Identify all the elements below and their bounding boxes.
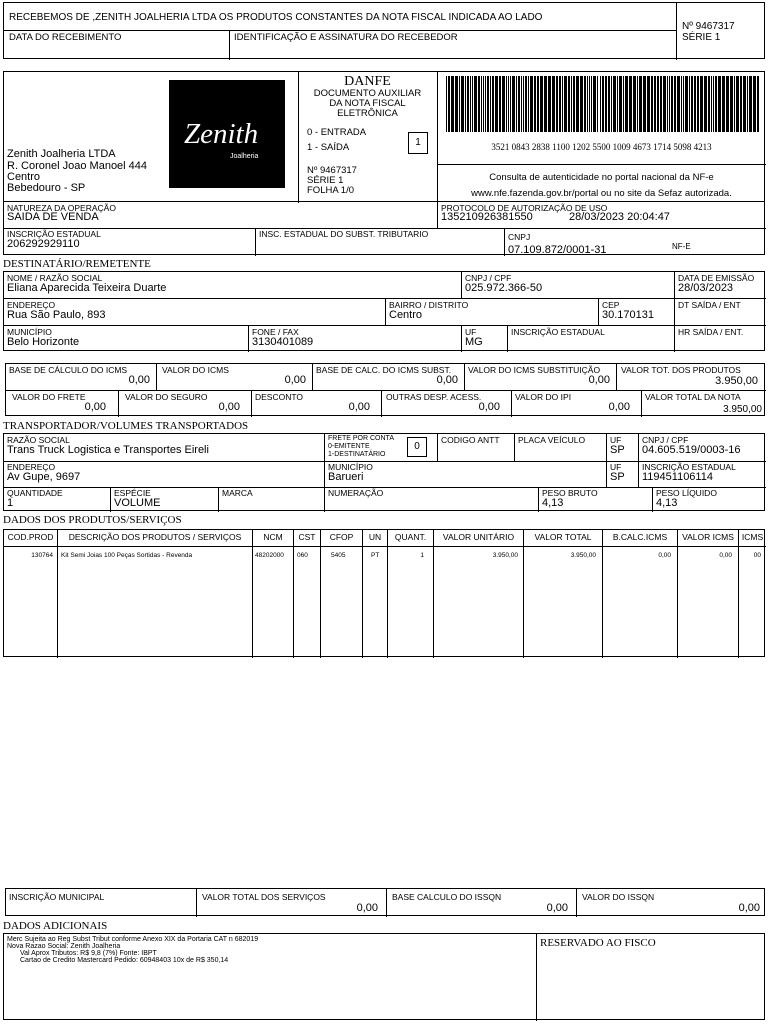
base-st-label: BASE DE CALC. DO ICMS SUBST. bbox=[316, 365, 452, 375]
row-cod: 130764 bbox=[31, 552, 53, 559]
especie-label: ESPÉCIE bbox=[114, 488, 151, 498]
peso-bruto: 4,13 bbox=[542, 497, 564, 509]
logo-text: Zenith bbox=[184, 118, 259, 150]
company-logo bbox=[169, 80, 285, 188]
issqn-block bbox=[5, 888, 765, 916]
servicos-label: VALOR TOTAL DOS SERVIÇOS bbox=[202, 892, 326, 902]
protocolo-value: 135210926381550 bbox=[441, 211, 533, 223]
tot-prod-label: VALOR TOT. DOS PRODUTOS bbox=[621, 365, 741, 375]
dest-fone: 3130401089 bbox=[252, 336, 314, 348]
seguro: 0,00 bbox=[218, 401, 240, 413]
adicionais-section-title: DADOS ADICIONAIS bbox=[3, 920, 108, 932]
transp-uf2-label: UF bbox=[610, 462, 622, 472]
danfe-header bbox=[3, 71, 765, 202]
danfe-folha: FOLHA 1/0 bbox=[307, 185, 354, 196]
antt-label: CODIGO ANTT bbox=[441, 435, 500, 445]
col-icms: ICMS bbox=[741, 532, 764, 542]
dest-municipio: Belo Horizonte bbox=[7, 336, 80, 348]
col-bcalc-icms: B.CALC.ICMS bbox=[612, 532, 668, 542]
dest-emissao-label: DATA DE EMISSÃO bbox=[678, 273, 755, 283]
outras: 0,00 bbox=[478, 401, 500, 413]
dest-uf-label: UF bbox=[465, 327, 477, 337]
emitente-bairro: Centro bbox=[7, 171, 41, 183]
frete-label: VALOR DO FRETE bbox=[12, 392, 86, 402]
canhoto-numero: Nº 9467317 bbox=[682, 21, 735, 32]
canhoto bbox=[3, 2, 765, 59]
danfe-saida: 1 - SAÍDA bbox=[307, 142, 350, 153]
dest-bairro-label: BAIRRO / DISTRITO bbox=[389, 300, 469, 310]
frete-conta-label: FRETE POR CONTA bbox=[328, 435, 394, 442]
base-st: 0,00 bbox=[436, 374, 458, 386]
transp-cnpj-label: CNPJ / CPF bbox=[642, 435, 689, 445]
row-cst: 060 bbox=[297, 552, 308, 559]
protocolo-label: PROTOCOLO DE AUTORIZAÇÃO DE USO bbox=[441, 203, 608, 213]
cnpj-label: CNPJ bbox=[508, 232, 531, 242]
natureza-label: NATUREZA DA OPERAÇÃO bbox=[7, 203, 116, 213]
danfe-subtitle-1: DOCUMENTO AUXILIAR bbox=[313, 88, 422, 99]
barcode-image bbox=[446, 76, 762, 132]
transportador-block bbox=[3, 433, 765, 511]
row-valor-total: 3.950,00 bbox=[570, 552, 596, 559]
row-cfop: 5405 bbox=[331, 552, 346, 559]
qtd-label: QUANTIDADE bbox=[7, 488, 63, 498]
placa-label: PLACA VEÍCULO bbox=[518, 435, 586, 445]
valor-st-label: VALOR DO ICMS SUBSTITUIÇÃO bbox=[468, 365, 601, 375]
danfe-numero: Nº 9467317 bbox=[307, 165, 357, 176]
peso-liq-label: PESO LÍQUIDO bbox=[656, 488, 717, 498]
numeracao-label: NUMERAÇÃO bbox=[328, 488, 384, 498]
row-ncm: 48202000 bbox=[255, 552, 284, 559]
adicionais-block bbox=[3, 933, 765, 1020]
dest-emissao: 28/03/2023 bbox=[678, 282, 734, 294]
adicionais-line-3: Val Aprox Tributos: R$ 9,8 (7%) Fonte: IBPT bbox=[20, 950, 157, 957]
row-valor-icms: 0,00 bbox=[719, 552, 732, 559]
transp-ie-label: INSCRIÇÃO ESTADUAL bbox=[642, 462, 736, 472]
destinatario-block bbox=[3, 271, 765, 351]
dest-cep: 30.170131 bbox=[602, 309, 654, 321]
frete-value-box: 0 bbox=[407, 437, 427, 457]
outras-label: OUTRAS DESP. ACESS. bbox=[386, 392, 482, 402]
col-cst: CST bbox=[298, 532, 316, 542]
frete-emitente-label: 0-EMITENTE bbox=[328, 443, 370, 450]
consulta-line-1: Consulta de autenticidade no portal nacional da NF-e bbox=[489, 172, 714, 183]
dest-dt-saida-label: DT SAÍDA / ENT bbox=[678, 300, 741, 310]
transp-endereco: Av Gupe, 9697 bbox=[7, 471, 81, 483]
base-issqn-label: BASE CALCULO DO ISSQN bbox=[392, 892, 502, 902]
danfe-serie: SÉRIE 1 bbox=[307, 175, 344, 186]
dest-nome: Eliana Aparecida Teixeira Duarte bbox=[7, 282, 167, 294]
danfe-entrada: 0 - ENTRADA bbox=[307, 127, 367, 138]
destinatario-section-title: DESTINATÁRIO/REMETENTE bbox=[3, 258, 151, 270]
adicionais-line-2: Nova Razao Social: Zenith Joalheria bbox=[7, 943, 121, 950]
transp-uf2: SP bbox=[610, 471, 625, 483]
adicionais-line-1: Merc Sujeita ao Reg Subst Tribut conforme Anexo XIX da Portaria CAT n 682019 bbox=[7, 936, 259, 943]
col-cfop: CFOP bbox=[329, 532, 354, 542]
logo-subtext: Joalheria bbox=[230, 153, 259, 160]
danfe-subtitle-2: DA NOTA FISCAL bbox=[329, 98, 406, 109]
servicos: 0,00 bbox=[356, 902, 378, 914]
impostos-block bbox=[5, 363, 765, 416]
canhoto-text: RECEBEMOS DE ,ZENITH JOALHERIA LTDA OS PRODUTOS CONSTANTES DA NOTA FISCAL INDICADA AO LADO bbox=[9, 12, 543, 23]
row-un: PT bbox=[371, 552, 380, 559]
col-cod: COD.PROD bbox=[7, 532, 54, 542]
cnpj-value: 07.109.872/0001-31 bbox=[508, 244, 607, 256]
row-icms: 00 bbox=[753, 552, 761, 559]
row-quant: 1 bbox=[420, 552, 424, 559]
peso-bruto-label: PESO BRUTO bbox=[542, 488, 598, 498]
dest-cep-label: CEP bbox=[602, 300, 620, 310]
danfe-subtitle-3: ELETRÔNICA bbox=[337, 108, 398, 119]
dest-ie-label: INSCRIÇÃO ESTADUAL bbox=[511, 327, 605, 337]
total-nota-label: VALOR TOTAL DA NOTA bbox=[645, 392, 741, 402]
col-descricao: DESCRIÇÃO DOS PRODUTOS / SERVIÇOS bbox=[68, 532, 242, 542]
base-icms: 0,00 bbox=[128, 374, 150, 386]
col-valor-icms: VALOR ICMS bbox=[682, 532, 734, 542]
emitente-cidade: Bebedouro - SP bbox=[7, 182, 86, 194]
desconto-label: DESCONTO bbox=[255, 392, 304, 402]
total-nota: 3.950,00 bbox=[723, 404, 762, 415]
dest-cnpj: 025.972.366-50 bbox=[465, 282, 543, 294]
valor-st: 0,00 bbox=[588, 374, 610, 386]
valor-issqn: 0,00 bbox=[738, 902, 760, 914]
ipi-label: VALOR DO IPI bbox=[515, 392, 572, 402]
produtos-section-title: DADOS DOS PRODUTOS/SERVIÇOS bbox=[3, 514, 182, 526]
dest-uf: MG bbox=[465, 336, 483, 348]
danfe-tipo-box: 1 bbox=[408, 132, 428, 154]
natureza-value: SAIDA DE VENDA bbox=[7, 211, 99, 223]
tot-prod: 3.950,00 bbox=[715, 375, 758, 387]
peso-liq: 4,13 bbox=[656, 497, 678, 509]
row-bcalc-icms: 0,00 bbox=[658, 552, 671, 559]
col-quant: QUANT. bbox=[394, 532, 427, 542]
consulta-line-2: www.nfe.fazenda.gov.br/portal ou no site da Sefaz autorizada. bbox=[471, 188, 732, 199]
im-label: INSCRIÇÃO MUNICIPAL bbox=[9, 892, 105, 902]
dest-endereco-label: ENDEREÇO bbox=[7, 300, 56, 310]
base-icms-label: BASE DE CÁLCULO DO ICMS bbox=[9, 365, 128, 375]
transp-uf-label: UF bbox=[610, 435, 622, 445]
transp-municipio: Barueri bbox=[328, 471, 364, 483]
identificacao-label: IDENTIFICAÇÃO E ASSINATURA DO RECEBEDOR bbox=[234, 32, 458, 43]
data-recebimento-label: DATA DO RECEBIMENTO bbox=[9, 32, 122, 43]
base-issqn: 0,00 bbox=[546, 902, 568, 914]
qtd: 1 bbox=[7, 497, 14, 509]
emitente-endereco: R. Coronel Joao Manoel 444 bbox=[7, 160, 148, 172]
transp-cnpj: 04.605.519/0003-16 bbox=[642, 444, 741, 456]
frete-destinatario-label: 1-DESTINATÁRIO bbox=[328, 451, 386, 458]
dest-hr-saida-label: HR SAÍDA / ENT. bbox=[678, 327, 744, 337]
emitente-nome: Zenith Joalheria LTDA bbox=[7, 148, 116, 160]
transp-municipio-label: MUNICÍPIO bbox=[328, 462, 373, 472]
col-valor-total: VALOR TOTAL bbox=[534, 532, 592, 542]
transp-endereco-label: ENDEREÇO bbox=[7, 462, 56, 472]
reservado-fisco: RESERVADO AO FISCO bbox=[540, 937, 656, 949]
dest-fone-label: FONE / FAX bbox=[252, 327, 299, 337]
ie-st-label: INSC. ESTADUAL DO SUBST. TRIBUTARIO bbox=[259, 229, 429, 239]
seguro-label: VALOR DO SEGURO bbox=[125, 392, 208, 402]
valor-issqn-label: VALOR DO ISSQN bbox=[582, 892, 655, 902]
frete: 0,00 bbox=[84, 401, 106, 413]
row-descricao: Kit Semi Joias 100 Peças Sortidas - Revenda bbox=[61, 552, 193, 559]
desconto: 0,00 bbox=[348, 401, 370, 413]
danfe-title: DANFE bbox=[344, 74, 391, 89]
transp-ie: 119451106114 bbox=[642, 471, 713, 483]
especie: VOLUME bbox=[114, 497, 161, 509]
valor-icms-label: VALOR DO ICMS bbox=[162, 365, 229, 375]
ie-value: 206292929110 bbox=[7, 238, 80, 250]
transp-razao: Trans Truck Logistica e Transportes Eireli bbox=[7, 444, 209, 456]
col-un: UN bbox=[368, 532, 382, 542]
transp-razao-label: RAZÃO SOCIAL bbox=[7, 435, 70, 445]
ie-label: INSCRIÇÃO ESTADUAL bbox=[7, 229, 101, 239]
chave-acesso: 3521 0843 2838 1100 1202 5500 1009 4673 1714 5098 4213 bbox=[491, 142, 712, 152]
col-ncm: NCM bbox=[263, 532, 283, 542]
produtos-table bbox=[3, 529, 765, 657]
valor-icms: 0,00 bbox=[284, 374, 306, 386]
dest-municipio-label: MUNICÍPIO bbox=[7, 327, 52, 337]
marca-label: MARCA bbox=[222, 488, 253, 498]
nfe-label: NF-E bbox=[672, 242, 691, 251]
dest-endereco: Rua São Paulo, 893 bbox=[7, 309, 106, 321]
operacao-block bbox=[3, 201, 765, 255]
dest-nome-label: NOME / RAZÃO SOCIAL bbox=[7, 273, 103, 283]
transp-uf: SP bbox=[610, 444, 625, 456]
dest-bairro: Centro bbox=[389, 309, 423, 321]
row-valor-unitario: 3.950,00 bbox=[492, 552, 518, 559]
ipi: 0,00 bbox=[608, 401, 630, 413]
canhoto-serie: SÉRIE 1 bbox=[682, 32, 721, 43]
dest-cnpj-label: CNPJ / CPF bbox=[465, 273, 512, 283]
adicionais-line-4: Cartao de Credito Mastercard Pedido: 60948403 10x de R$ 350,14 bbox=[20, 957, 229, 964]
transportador-section-title: TRANSPORTADOR/VOLUMES TRANSPORTADOS bbox=[3, 420, 249, 432]
col-valor-unitario: VALOR UNITÁRIO bbox=[442, 532, 515, 542]
protocolo-data: 28/03/2023 20:04:47 bbox=[569, 211, 670, 223]
